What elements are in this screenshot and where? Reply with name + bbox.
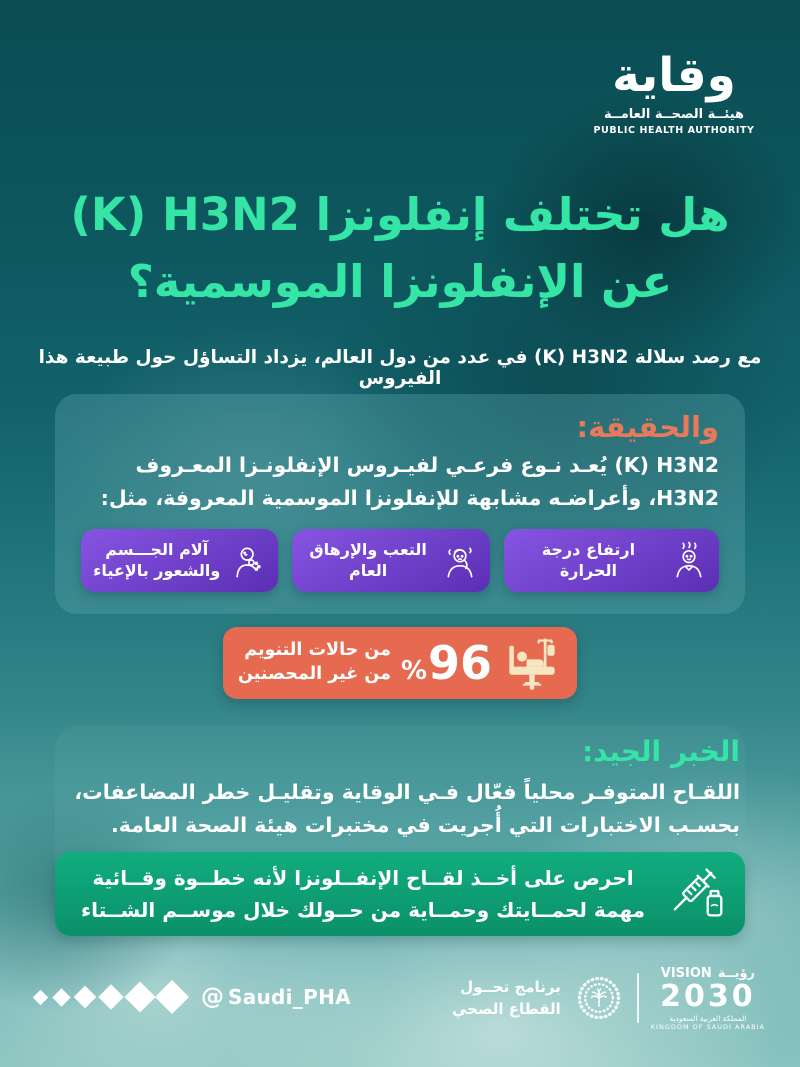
fact-heading: والحقيقة: <box>576 410 719 444</box>
diamond-icon <box>98 984 123 1009</box>
pha-org-name-en: PUBLIC HEALTH AUTHORITY <box>593 124 755 136</box>
title-line-2: عن الإنفلونزا الموسمية؟ <box>127 254 673 308</box>
symptom-label: ارتفاع درجة الحرارة <box>541 539 636 581</box>
good-news-body: اللقـاح المتوفـر محلياً فعّال فـي الوقاية وتقليـل خطر المضاعفات، بحسـب الاختبارات التي أُجريت في مختبرات هيئة الصحة العامة. <box>74 780 740 837</box>
subtitle: مع رصد سلالة (K) H3N2 في عدد من دول العالم، يزداد التساؤل حول طبيعة هذا الفيروس <box>38 347 762 389</box>
symptom-label: آلام الجـــسم والشعور بالإعياء <box>93 539 221 581</box>
pha-wordmark: وقاية <box>612 48 736 103</box>
pha-logo <box>584 50 764 136</box>
symptom-card-fever <box>504 529 719 592</box>
title-strain-code: (K) H3N2 <box>70 188 300 241</box>
health-transformation-program-label: برنامج تحــول القطاع الصحي <box>451 977 561 1019</box>
footer-logos <box>452 966 765 1031</box>
health-program-emblem-icon <box>573 972 625 1024</box>
vision-ar-label: رؤيــة <box>717 966 756 981</box>
diamond-icon <box>155 980 189 1014</box>
social-handle <box>201 984 351 1010</box>
vaccine-callout <box>55 852 745 936</box>
symptom-card-fatigue <box>292 529 489 592</box>
good-news-heading: الخبر الجيد: <box>582 735 740 768</box>
stat-value: % 96 <box>400 636 493 690</box>
subtitle-strain-code: (K) H3N2 <box>533 347 629 368</box>
page-title <box>0 182 800 315</box>
hospitalization-stat-box <box>223 627 577 699</box>
symptom-cards <box>81 529 719 592</box>
percent-sign: % <box>400 656 427 686</box>
footer-divider <box>637 973 639 1023</box>
symptom-card-body-aches <box>81 529 278 592</box>
fact-strain-code: (K) H3N2 <box>614 453 719 477</box>
syringe-vial-icon <box>665 860 731 928</box>
fact-box <box>55 394 745 614</box>
hospital-bed-icon <box>502 634 562 692</box>
vision-en-label: VISION <box>660 966 712 981</box>
kingdom-name-en: KINGDOM OF SAUDI ARABIA <box>650 1022 765 1031</box>
vision-2030-logo <box>651 966 765 1031</box>
fatigue-person-icon <box>440 538 480 582</box>
stat-caption <box>238 639 391 686</box>
vaccine-callout-text: احرص على أخــذ لقــاح الإنفــلونزا لأنه خطــوة وقــائية مهمة لحمــايتك وحمــاية من حــولك خلال موســم الشــتاء <box>80 866 646 922</box>
fever-person-icon <box>669 538 709 582</box>
vision-year: 2030 <box>660 979 756 1014</box>
stat-caption-line-2: من غير المحصنين <box>237 664 391 684</box>
kingdom-name-ar: المملكة العربية السعودية <box>669 1013 747 1023</box>
fact-body: (K) H3N2 يُعـد نـوع فرعـي لفيـروس الإنفلونـزا المعـروف H3N2، وأعراضـه مشابهة للإنفلونزا الموسمية المعروفة، مثل: <box>81 449 719 515</box>
symptom-label: التعب والإرهاق العام <box>309 539 427 581</box>
footer-social <box>35 984 351 1010</box>
stat-caption-line-1: من حالات التنويم <box>244 640 391 661</box>
title-line-1: هل تختلف إنفلونزا (K) H3N2 <box>0 182 800 249</box>
diamond-icon <box>52 988 70 1006</box>
coughing-person-icon <box>228 538 268 582</box>
at-icon: @ <box>201 984 224 1010</box>
diamond-icon <box>33 989 49 1005</box>
diamond-icon <box>74 986 97 1009</box>
pha-org-name-ar: هيئــة الصحــة العامــة <box>603 106 745 122</box>
social-handle-text: Saudi_PHA <box>228 985 351 1009</box>
diamond-icon <box>124 981 155 1012</box>
